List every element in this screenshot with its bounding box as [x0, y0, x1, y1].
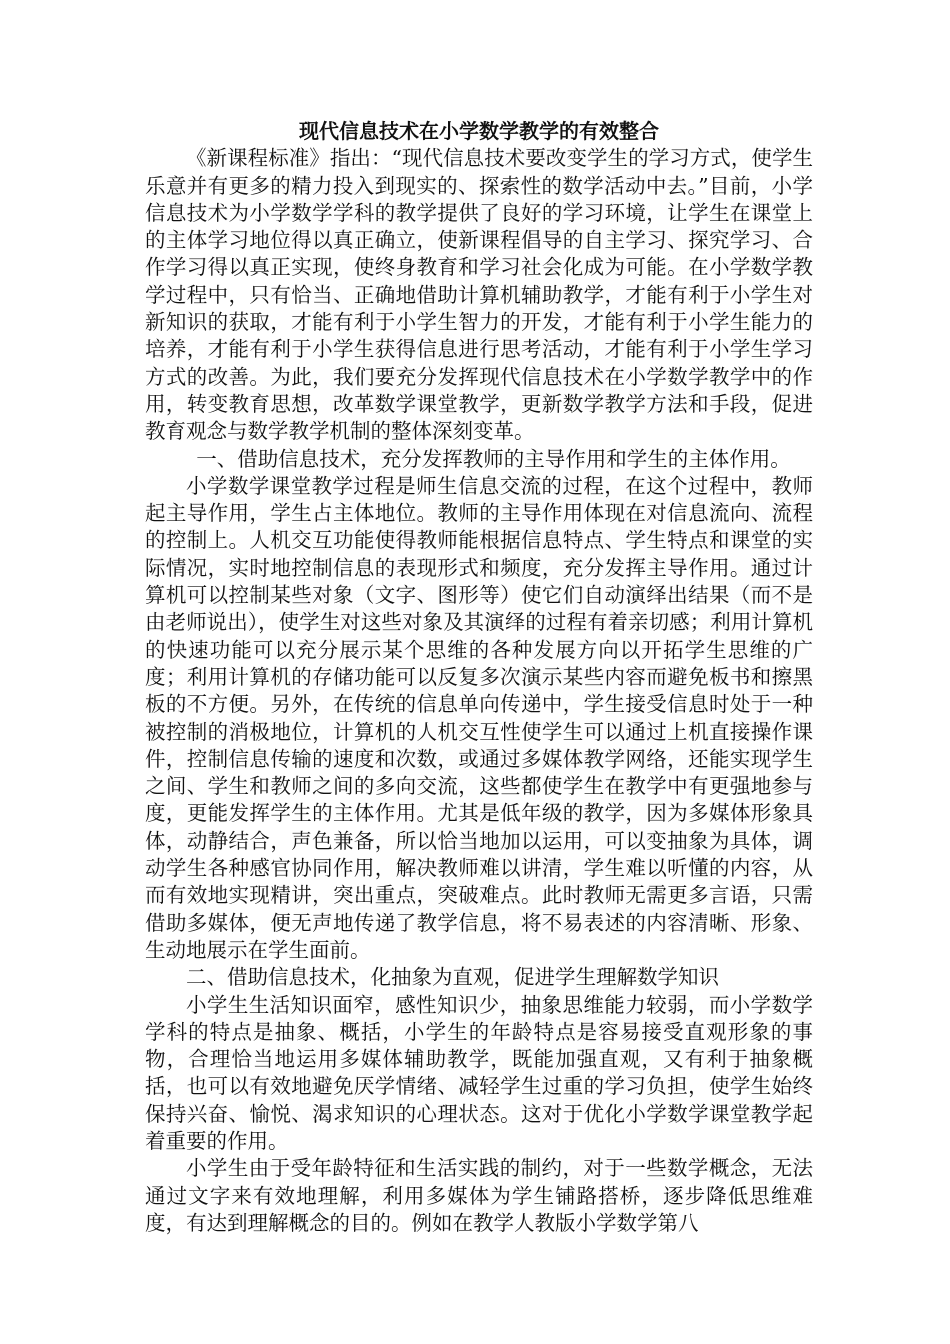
- section-heading-2: 二、借助信息技术，化抽象为直观，促进学生理解数学知识: [186, 965, 719, 990]
- section-2-paragraph-2: 小学生由于受年龄特征和生活实践的制约，对于一些数学概念，无法通过文字来有效地理解，利用多媒体为学生铺路搭桥，逐步降低思维难度，有达到理解概念的目的。例如在教学人教版小学数学第八: [145, 1156, 813, 1235]
- intro-paragraph: 《新课程标准》指出：“现代信息技术要改变学生的学习方式，使学生乐意并有更多的精力投入到现实的、探索性的数学活动中去。”目前，小学信息技术为小学数学学科的教学提供了良好的学习环境，让学生在课堂上的主体学习地位得以真正确立，使新课程倡导的自主学习、探究学习、合作学习得以真正实现，使终身教育和学习社会化成为可能。在小学数学教学过程中，只有恰当、正确地借助计算机辅助教学，才能有利于小学生对新知识的获取，才能有利于小学生智力的开发，才能有利于小学生能力的培养，才能有利于小学生获得信息进行思考活动，才能有利于小学生学习方式的改善。为此，我们要充分发挥现代信息技术在小学数学教学中的作用，转变教育思想，改革数学课堂教学，更新数学教学方法和手段，促进教育观念与数学教学机制的整体深刻变革。: [145, 146, 813, 444]
- document-page: [145, 118, 813, 1237]
- document-title: 现代信息技术在小学数学教学的有效整合: [299, 119, 659, 143]
- section-heading-1: 一、借助信息技术，充分发挥教师的主导作用和学生的主体作用。: [196, 446, 791, 471]
- section-1-paragraph: 小学数学课堂教学过程是师生信息交流的过程，在这个过程中，教师起主导作用，学生占主体地位。教师的主导作用体现在对信息流向、流程的控制上。人机交互功能使得教师能根据信息特点、学生特点和课堂的实际情况，实时地控制信息的表现形式和频度，充分发挥主导作用。通过计算机可以控制某些对象（文字、图形等）使它们自动演绎出结果（而不是由老师说出），使学生对这些对象及其演绎的过程有着亲切感；利用计算机的快速功能可以充分展示某个思维的各种发展方向以开拓学生思维的广度；利用计算机的存储功能可以反复多次演示某些内容而避免板书和擦黑板的不方便。另外，在传统的信息单向传递中，学生接受信息时处于一种被控制的消极地位，计算机的人机交互性使学生可以通过上机直接操作课件，控制信息传输的速度和次数，或通过多媒体教学网络，还能实现学生之间、学生和教师之间的多向交流，这些都使学生在教学中有更强地参与度，更能发挥学生的主体作用。尤其是低年级的教学，因为多媒体形象具体，动静结合，声色兼备，所以恰当地加以运用，可以变抽象为具体，调动学生各种感官协同作用，解决教师难以讲清，学生难以听懂的内容，从而有效地实现精讲，突出重点，突破难点。此时教师无需更多言语，只需借助多媒体，便无声地传递了教学信息，将不易表述的内容清晰、形象、生动地展示在学生面前。: [145, 473, 813, 962]
- section-2-paragraph-1: 小学生生活知识面窄，感性知识少，抽象思维能力较弱，而小学数学学科的特点是抽象、概括，小学生的年龄特点是容易接受直观形象的事物，合理恰当地运用多媒体辅助教学，既能加强直观，又有利于抽象概括，也可以有效地避免厌学情绪、减轻学生过重的学习负担，使学生始终保持兴奋、愉悦、渴求知识的心理状态。这对于优化小学数学课堂教学起着重要的作用。: [145, 992, 813, 1153]
